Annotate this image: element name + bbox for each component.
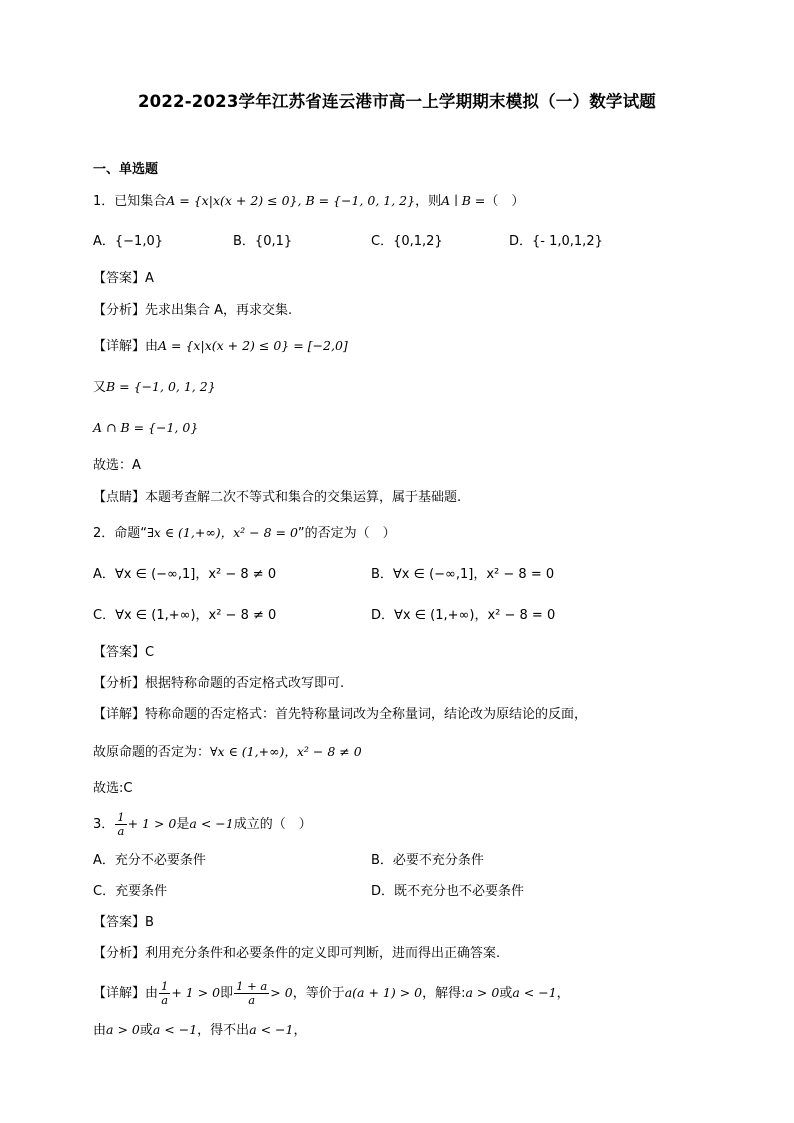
q3-answer-value: B bbox=[145, 915, 154, 930]
q2-analysis-label: 【分析】 bbox=[93, 676, 146, 691]
q3-option-d: D．既不充分也不必要条件 bbox=[371, 884, 525, 899]
q3-d-solve: ，解得: bbox=[422, 986, 466, 1001]
q3-analysis-label: 【分析】 bbox=[93, 946, 146, 961]
q1-detail-2-math: B = {−1, 0, 1, 2} bbox=[106, 379, 216, 394]
q3-d-comma: ， bbox=[556, 986, 570, 1001]
q1-detail-math: A = {x|x(x + 2) ≤ 0} = [−2,0] bbox=[158, 338, 348, 353]
q1-detail-3-math: A ∩ B = {−1, 0} bbox=[93, 420, 199, 435]
q2-detail-2-text: 故原命题的否定为： bbox=[93, 745, 211, 760]
q3-detail-label: 【详解】 bbox=[93, 986, 146, 1001]
q3-d-f1-num: 1 bbox=[161, 979, 169, 993]
q2-answer-value: C bbox=[145, 645, 155, 660]
q3-d-m5: a < −1 bbox=[512, 985, 557, 1000]
q3-detail-frac-2 bbox=[234, 980, 269, 1007]
q3-stem-mid: 是 bbox=[176, 817, 190, 832]
q1-detail-text: 由 bbox=[145, 339, 159, 354]
question-3-stem bbox=[93, 811, 312, 838]
q1-option-a: A．{−1,0} bbox=[93, 234, 164, 249]
q1-comment bbox=[93, 488, 461, 508]
q2-analysis-text: 根据特称命题的否定格式改写即可. bbox=[145, 676, 345, 691]
q3-d-eq: ，等价于 bbox=[292, 986, 345, 1001]
question-2-stem bbox=[93, 523, 396, 544]
q2-detail-line-2 bbox=[93, 742, 362, 763]
q3-option-a: A．充分不必要条件 bbox=[93, 853, 206, 868]
q1-analysis bbox=[93, 301, 292, 321]
q1-answer bbox=[93, 269, 154, 289]
q2-analysis bbox=[93, 674, 344, 694]
q3-d-or: 或 bbox=[499, 986, 513, 1001]
section-heading: 一、单选题 bbox=[93, 162, 159, 177]
q2-detail bbox=[93, 705, 587, 725]
q1-stem-text: 1．已知集合 bbox=[93, 194, 167, 209]
q3-last-m1: a > 0 bbox=[106, 1022, 140, 1037]
q1-detail-label: 【详解】 bbox=[93, 339, 146, 354]
q1-comment-label: 【点睛】 bbox=[93, 490, 146, 505]
q1-choose: 故选：A bbox=[93, 458, 141, 473]
q1-detail bbox=[93, 336, 348, 357]
page-title: 2022-2023学年江苏省连云港市高一上学期期末模拟（一）数学试题 bbox=[138, 92, 656, 111]
q3-detail-by: 由 bbox=[145, 986, 159, 1001]
q3-d-f2-den: a bbox=[248, 993, 256, 1007]
q2-detail-text: 特称命题的否定格式：首先特称量词改为全称量词，结论改为原结论的反面， bbox=[145, 707, 588, 722]
q3-last-m2: a < −1 bbox=[152, 1022, 198, 1037]
q3-last-mid: ，得不出 bbox=[197, 1023, 250, 1038]
q3-d-f1-den: a bbox=[161, 993, 169, 1007]
q3-last-or: 或 bbox=[139, 1023, 153, 1038]
q1-stem-tail: ，则 bbox=[415, 194, 442, 209]
q3-d-m1: + 1 > 0 bbox=[171, 985, 221, 1000]
q1-answer-value: A bbox=[145, 271, 154, 286]
q3-option-c: C．充要条件 bbox=[93, 884, 168, 899]
q3-stem-tail: 成立的（ ） bbox=[233, 817, 312, 832]
q3-stem-math2: a < −1 bbox=[189, 816, 234, 831]
q3-detail-frac-1 bbox=[159, 980, 170, 1007]
q3-answer bbox=[93, 913, 154, 933]
q3-option-b: B．必要不充分条件 bbox=[371, 853, 484, 868]
q1-stem-math: A = {x|x(x + 2) ≤ 0}, B = {−1, 0, 1, 2} bbox=[166, 193, 416, 208]
q3-d-m3: a(a + 1) > 0 bbox=[344, 985, 423, 1000]
q1-option-d: D．{- 1,0,1,2} bbox=[509, 234, 603, 249]
q1-stem-math2: A ∣ B = bbox=[441, 193, 486, 208]
q1-answer-label: 【答案】 bbox=[93, 271, 146, 286]
q1-detail-line-2 bbox=[93, 377, 216, 398]
q2-option-b: B．∀x ∈ (−∞,1]，x² − 8 = 0 bbox=[371, 567, 555, 582]
q1-analysis-label: 【分析】 bbox=[93, 303, 146, 318]
q3-d-m2: > 0 bbox=[270, 985, 293, 1000]
q2-option-d: D．∀x ∈ (1,+∞)，x² − 8 = 0 bbox=[371, 608, 556, 623]
q3-number: 3． bbox=[93, 817, 115, 832]
q1-paren: （ ） bbox=[485, 194, 525, 209]
q1-comment-text: 本题考查解二次不等式和集合的交集运算，属于基础题. bbox=[145, 490, 462, 505]
q2-stem-math: ∃x ∈ (1,+∞)，x² − 8 = 0 bbox=[147, 525, 298, 540]
q3-frac-den: a bbox=[117, 824, 125, 838]
q3-stem-math: + 1 > 0 bbox=[127, 816, 177, 831]
q1-detail-2-text: 又 bbox=[93, 380, 107, 395]
q3-d-ji: 即 bbox=[220, 986, 234, 1001]
q2-detail-label: 【详解】 bbox=[93, 707, 146, 722]
q1-analysis-text: 先求出集合 A，再求交集. bbox=[145, 303, 293, 318]
q2-stem-tail: ”的否定为（ ） bbox=[297, 526, 396, 541]
q1-option-b: B．{0,1} bbox=[233, 234, 293, 249]
q3-last-by: 由 bbox=[93, 1023, 107, 1038]
q2-option-c: C．∀x ∈ (1,+∞)，x² − 8 ≠ 0 bbox=[93, 608, 277, 623]
q2-answer bbox=[93, 643, 154, 663]
q3-last-end: ， bbox=[293, 1023, 307, 1038]
q3-analysis-text: 利用充分条件和必要条件的定义即可判断，进而得出正确答案. bbox=[145, 946, 501, 961]
q2-stem-text: 2．命题“ bbox=[93, 526, 148, 541]
q3-frac-num: 1 bbox=[117, 810, 125, 824]
q1-option-c: C．{0,1,2} bbox=[371, 234, 443, 249]
q2-answer-label: 【答案】 bbox=[93, 645, 146, 660]
q2-choose: 故选:C bbox=[93, 781, 133, 796]
q3-detail-last bbox=[93, 1020, 307, 1041]
q3-d-m4: a > 0 bbox=[465, 985, 500, 1000]
q2-detail-2-math: ∀x ∈ (1,+∞)，x² − 8 ≠ 0 bbox=[210, 744, 362, 759]
q3-d-f2-num: 1 + a bbox=[236, 979, 268, 993]
q3-answer-label: 【答案】 bbox=[93, 915, 146, 930]
q2-option-a: A．∀x ∈ (−∞,1]，x² − 8 ≠ 0 bbox=[93, 567, 277, 582]
q3-last-m3: a < −1 bbox=[249, 1022, 294, 1037]
q3-detail bbox=[93, 980, 570, 1007]
q1-detail-line-3 bbox=[93, 418, 198, 439]
q3-fraction bbox=[115, 811, 126, 838]
q3-analysis bbox=[93, 944, 500, 964]
question-1-stem bbox=[93, 191, 524, 212]
